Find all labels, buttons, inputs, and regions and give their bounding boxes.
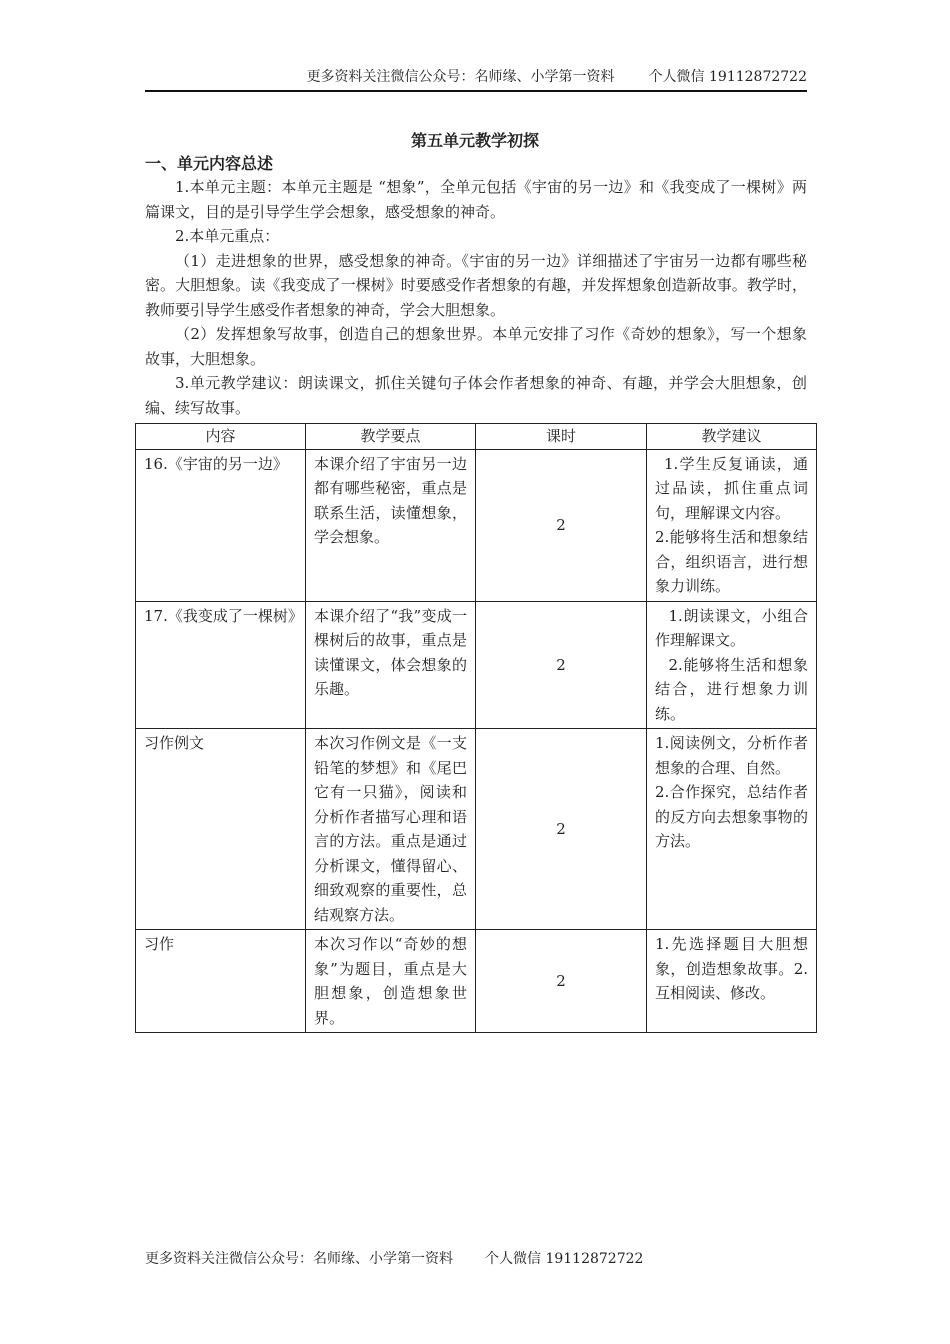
advice-item: 1.学生反复诵读，通过品读，抓住重点词句，理解课文内容。 xyxy=(655,454,808,522)
header-hours: 课时 xyxy=(476,424,647,450)
header-advice: 教学建议 xyxy=(647,424,817,450)
table-row xyxy=(136,930,817,1033)
cell-points xyxy=(306,729,476,930)
paragraph-theme: 1.本单元主题：本单元主题是 “想象”，全单元包括《宇宙的另一边》和《我变成了一棵树》两篇课文，目的是引导学生学会想象，感受想象的神奇。 xyxy=(145,178,807,221)
table-row xyxy=(136,449,817,601)
advice-item: 1.先选择题目大胆想象，创造想象故事。2.互相阅读、修改。 xyxy=(655,935,808,1002)
cell-points xyxy=(306,449,476,601)
paragraph-focus-2: （2）发挥想象写故事，创造自己的想象世界。本单元安排了习作《奇妙的想象》，写一个想象故事，大胆想象。 xyxy=(145,325,807,368)
page-header xyxy=(145,66,807,92)
cell-hours: 2 xyxy=(476,930,647,1033)
section-heading: 一、单元内容总述 xyxy=(145,154,274,173)
footer-text: 更多资料关注微信公众号：名师缘、小学第一资料 xyxy=(145,1251,453,1267)
cell-points xyxy=(306,930,476,1033)
points-text: 本课介绍了“我”变成一棵树后的故事，重点是读懂课文，体会想象的乐趣。 xyxy=(314,606,467,698)
advice-item: 2.能够将生活和想象结合，组织语言，进行想象力训练。 xyxy=(655,528,808,595)
points-text: 本次习作以“奇妙的想象”为题目，重点是大胆想象，创造想象世界。 xyxy=(314,935,467,1027)
cell-content xyxy=(136,729,306,930)
header-contact: 个人微信 19112872722 xyxy=(648,69,807,85)
header-points: 教学要点 xyxy=(306,424,476,450)
cell-hours: 2 xyxy=(476,729,647,930)
advice-item: 2.合作探究，总结作者的反方向去想象事物的方法。 xyxy=(655,783,808,850)
table-header-row xyxy=(136,424,817,450)
cell-advice xyxy=(647,930,817,1033)
paragraph-focus-heading: 2.本单元重点： xyxy=(175,227,280,245)
cell-hours: 2 xyxy=(476,449,647,601)
points-text: 本课介绍了宇宙另一边都有哪些秘密，重点是联系生活，读懂想象，学会想象。 xyxy=(314,454,467,546)
content-text: 习作例文 xyxy=(144,734,205,752)
cell-advice xyxy=(647,449,817,601)
table-row xyxy=(136,601,817,729)
teaching-table xyxy=(135,423,817,1033)
paragraph-focus-1: （1）走进想象的世界，感受想象的神奇。《宇宙的另一边》详细描述了宇宙另一边都有哪些秘密。大胆想象。读《我变成了一棵树》时要感受作者想象的有趣，并发挥想象创造新故事。教学时，教师要引导学生感受作者想象的神奇，学会大胆想象。 xyxy=(145,251,807,319)
page-footer xyxy=(145,1248,643,1268)
content-text: 17.《我变成了一棵树》 xyxy=(144,606,303,625)
cell-advice xyxy=(647,601,817,729)
paragraph-advice: 3.单元教学建议：朗读课文，抓住关键句子体会作者想象的神奇、有趣，并学会大胆想象，创编、续写故事。 xyxy=(145,374,807,417)
advice-item: 1.朗读课文，小组合作理解课文。 xyxy=(655,606,808,649)
footer-contact: 个人微信 19112872722 xyxy=(485,1251,644,1267)
document-title: 第五单元教学初探 xyxy=(410,131,539,150)
points-text: 本次习作例文是《一支铅笔的梦想》和《尾巴它有一只猫》，阅读和分析作者描写心理和语言的方法。重点是通过分析课文，懂得留心、细致观察的重要性，总结观察方法。 xyxy=(314,734,467,924)
content-text: 16.《宇宙的另一边》 xyxy=(144,454,288,473)
header-content: 内容 xyxy=(136,424,306,450)
table-row xyxy=(136,729,817,930)
header-text: 更多资料关注微信公众号：名师缘、小学第一资料 xyxy=(306,69,615,85)
cell-content xyxy=(136,930,306,1033)
cell-hours: 2 xyxy=(476,601,647,729)
content-text: 习作 xyxy=(144,935,175,953)
cell-content xyxy=(136,601,306,729)
advice-item: 2.能够将生活和想象结合，进行想象力训练。 xyxy=(655,655,808,723)
body-text xyxy=(145,175,807,420)
cell-points xyxy=(306,601,476,729)
advice-item: 1.阅读例文，分析作者想象的合理、自然。 xyxy=(655,734,808,777)
cell-content xyxy=(136,449,306,601)
cell-advice xyxy=(647,729,817,930)
